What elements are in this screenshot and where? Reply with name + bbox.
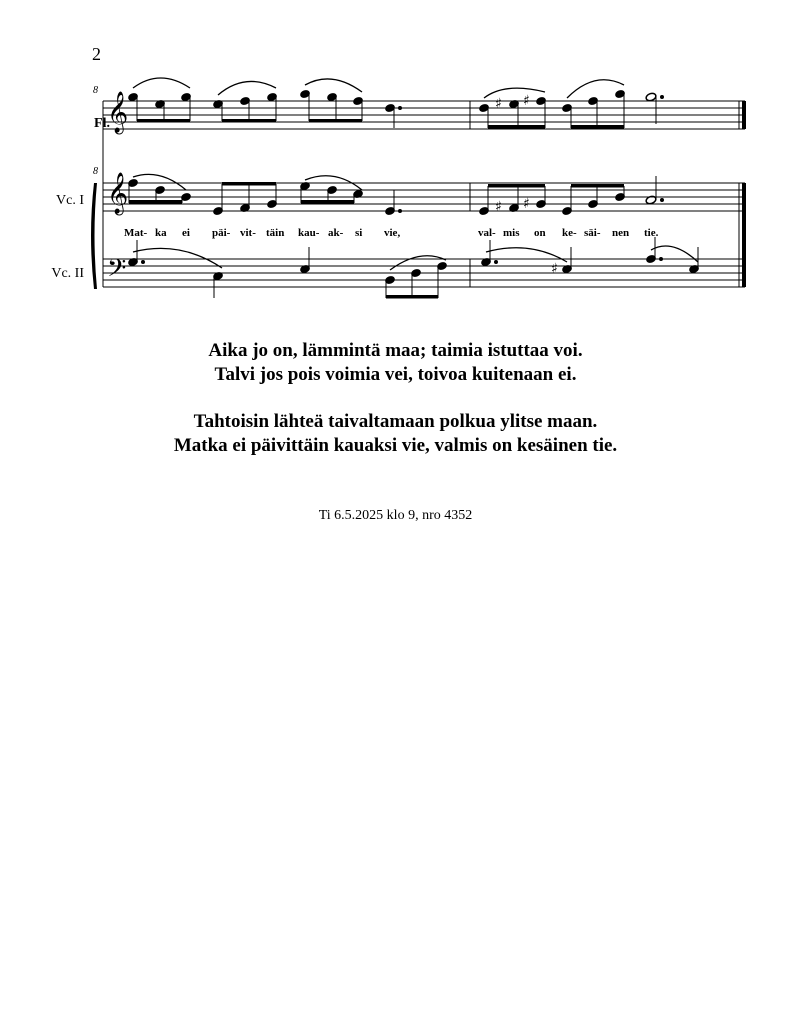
verse2-line1: Tahtoisin lähteä taivaltamaan polkua ylitse maan. [193, 411, 598, 432]
cello2-staff [103, 259, 745, 287]
lyric-syllable: säi- [584, 227, 601, 239]
flute-label: Fl. [94, 116, 110, 131]
verse1-line1: Aika jo on, lämmintä maa; taimia istuttaa voi. [208, 340, 583, 361]
svg-text:♯: ♯ [495, 199, 502, 215]
footer-date: Ti 6.5.2025 klo 9, nro 4352 [318, 508, 473, 523]
page-number: 2 [92, 44, 101, 64]
cello1-lyrics [124, 227, 659, 239]
treble-clef-icon: 𝄞 [107, 92, 129, 133]
lyric-syllable: si [355, 227, 363, 239]
svg-text:♯: ♯ [551, 261, 558, 277]
lyric-syllable: ei [182, 227, 190, 239]
lyric-syllable: ke- [562, 227, 577, 239]
lyric-syllable: kau- [298, 227, 320, 239]
verse2-line2: Matka ei päivittäin kauaksi vie, valmis on kesäinen tie. [173, 435, 618, 456]
lyric-syllable: val- [478, 227, 496, 239]
lyric-syllable: ka [155, 227, 167, 239]
flute-staff [103, 101, 745, 129]
bass-clef-icon: 𝄢 [107, 254, 127, 289]
lyric-syllable: ak- [328, 227, 344, 239]
svg-text:♯: ♯ [495, 96, 502, 112]
cello2-label: Vc. II [51, 266, 84, 281]
svg-text:♯: ♯ [523, 196, 530, 212]
lyric-syllable: nen [612, 227, 630, 239]
svg-text:♯: ♯ [523, 93, 530, 109]
treble-clef-icon: 𝄞 [107, 173, 129, 214]
lyric-syllable: tie. [644, 227, 659, 239]
cello1-label: Vc. I [56, 193, 84, 208]
cello2-notes [128, 237, 700, 299]
verse1-line2: Talvi jos pois voimia vei, toivoa kuitenaan ei. [214, 364, 577, 385]
lyric-syllable: mis [503, 227, 520, 239]
lyric-syllable: on [534, 227, 546, 239]
octave-mark: 8 [93, 85, 98, 96]
lyric-syllable: täin [266, 227, 285, 239]
lyric-syllable: Mat- [124, 227, 148, 239]
octave-mark: 8 [93, 166, 98, 177]
lyric-syllable: vie, [384, 227, 401, 239]
flute-notes [128, 89, 664, 128]
lyric-syllable: vit- [240, 227, 256, 239]
cello1-notes [128, 176, 664, 216]
lyric-syllable: päi- [212, 227, 231, 239]
music-score [0, 0, 791, 320]
